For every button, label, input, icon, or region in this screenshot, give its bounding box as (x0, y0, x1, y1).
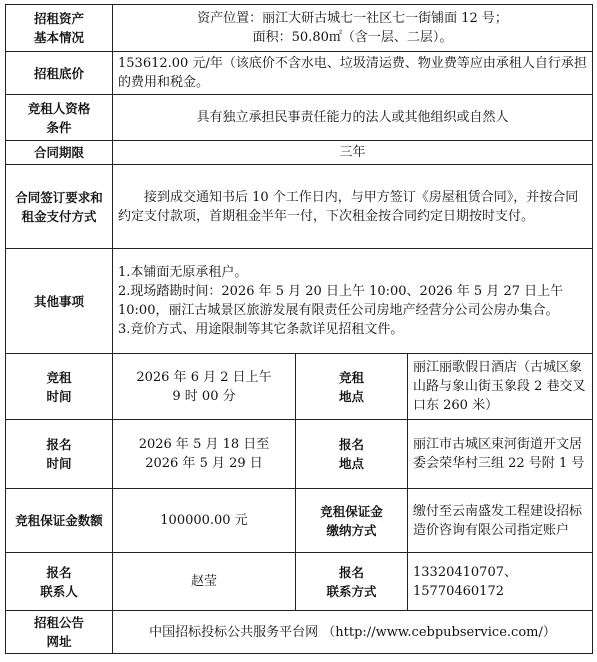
contact-phone-value: 13320410707、15770460172 (408, 553, 593, 611)
bidding-time-value: 2026 年 6 月 2 日上午 9 时 00 分 (113, 354, 296, 420)
deposit-amount-value: 100000.00 元 (113, 489, 296, 553)
deposit-method-label: 竞租保证金 缴纳方式 (296, 489, 408, 553)
asset-value (113, 5, 593, 52)
qualification-value: 具有独立承担民事责任能力的法人或其他组织或自然人 (113, 95, 593, 141)
row-other (6, 249, 593, 354)
other-item: 3.竞价方式、用途限制等其它条款详见招租文件。 (118, 322, 404, 337)
other-value (113, 249, 593, 354)
row-contract-term (6, 141, 593, 165)
contact-person-label: 报名 联系人 (6, 553, 113, 611)
bidding-time-label: 竞租 时间 (6, 354, 113, 420)
row-signing (6, 165, 593, 249)
reserve-price-label: 招租底价 (6, 52, 113, 95)
registration-time-value: 2026 年 5 月 18 日至 2026 年 5 月 29 日 (113, 420, 296, 489)
other-label: 其他事项 (6, 249, 113, 354)
contact-person-value: 赵莹 (113, 553, 296, 611)
asset-location: 资产位置：丽江大研古城七一社区七一街铺面 12 号； (197, 11, 508, 26)
row-registration (6, 420, 593, 489)
row-announcement (6, 611, 593, 654)
other-item: 2.现场踏勘时间：2026 年 5 月 20 日上午 10:00、2026 年 5 月 27 日上午 10:00，丽江古城景区旅游发展有限责任公司房地产经营分公司公房办集合。 (118, 284, 564, 318)
qualification-label: 竞租人资格 条件 (6, 95, 113, 141)
registration-place-label: 报名 地点 (296, 420, 408, 489)
registration-place-value: 丽江市古城区束河街道开文居委会荣华村三组 22 号附 1 号 (408, 420, 593, 489)
deposit-method-value: 缴付至云南盛发工程建设招标造价咨询有限公司指定账户 (408, 489, 593, 553)
registration-time-label: 报名 时间 (6, 420, 113, 489)
row-deposit (6, 489, 593, 553)
row-bidding (6, 354, 593, 420)
row-asset (6, 5, 593, 52)
other-item: 1.本铺面无原承租户。 (118, 265, 248, 280)
announcement-label: 招租公告 网址 (6, 611, 113, 654)
asset-area: 面积：50.80㎡（含一层、二层）。 (252, 30, 453, 45)
announcement-url: 中国招标投标公共服务平台网 （http://www.cebpubservice.com/） (113, 611, 593, 654)
row-reserve-price (6, 52, 593, 95)
row-qualification (6, 95, 593, 141)
bidding-place-value: 丽江丽歌假日酒店（古城区象山路与象山街玉象段 2 巷交叉口东 260 米） (408, 354, 593, 420)
signing-value: 接到成交通知书后 10 个工作日内，与甲方签订《房屋租赁合同》，并按合同约定支付款项，首期租金半年一付，下次租金按合同约定日期按时支付。 (113, 165, 593, 249)
row-contact (6, 553, 593, 611)
deposit-amount-label: 竞租保证金数额 (6, 489, 113, 553)
asset-label: 招租资产 基本情况 (6, 5, 113, 52)
reserve-price-value: 153612.00 元/年（该底价不含水电、垃圾清运费、物业费等应由承租人自行承担的费用和税金。 (113, 52, 593, 95)
bidding-place-label: 竞租 地点 (296, 354, 408, 420)
signing-label: 合同签订要求和 租金支付方式 (6, 165, 113, 249)
rental-info-table (5, 4, 593, 654)
contract-term-label: 合同期限 (6, 141, 113, 165)
contact-phone-label: 报名 联系方式 (296, 553, 408, 611)
contract-term-value: 三年 (113, 141, 593, 165)
